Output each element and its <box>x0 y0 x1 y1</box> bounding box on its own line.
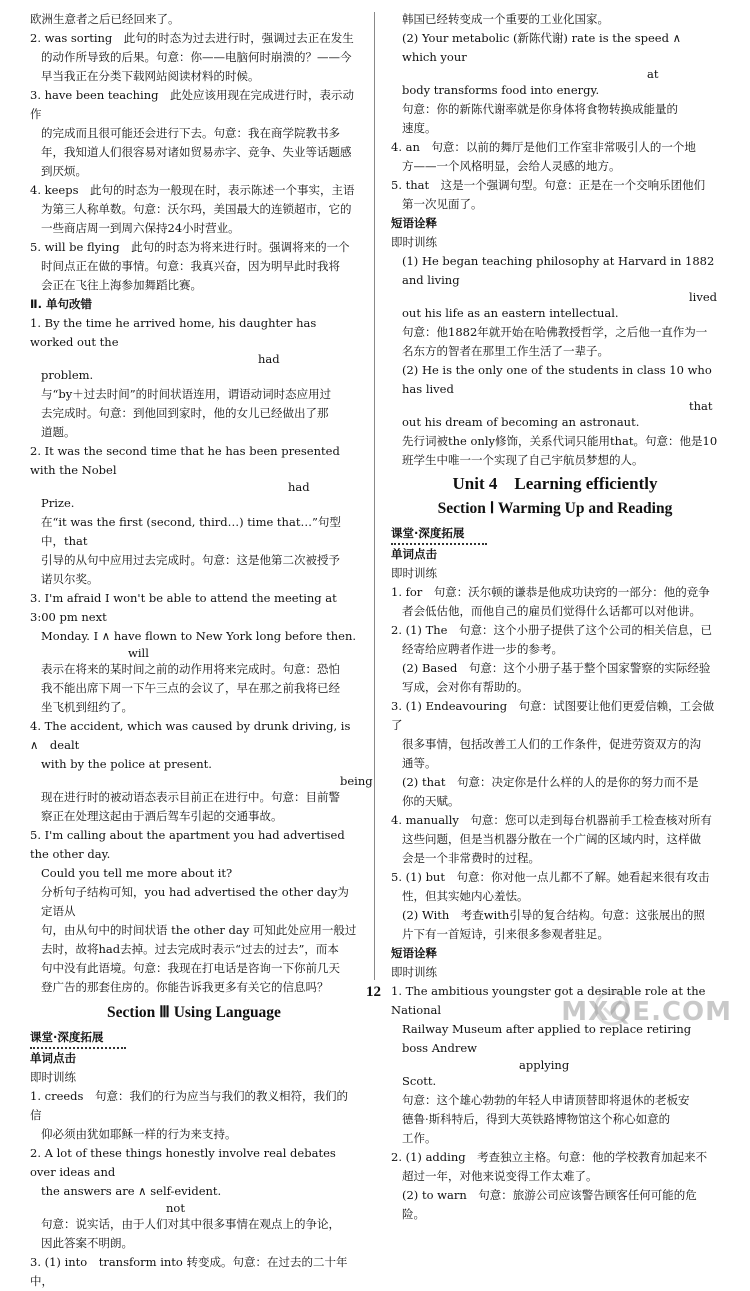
text-line: 3. have been teaching 此处应该用现在完成进行时，表示动作 <box>30 88 354 121</box>
text-line: 3. I'm afraid I won't be able to attend the meeting at 3:00 pm next <box>30 591 337 624</box>
text-line: 句，由从句中的时间状语 the other day 可知此处应用一般过 <box>41 923 357 937</box>
text-line: the answers are ∧ self-evident. <box>41 1184 222 1198</box>
text-line: 句意：说实话，由于人们对其中很多事情在观点上的争论， <box>41 1217 340 1231</box>
text-line: 1. for 句意：沃尔顿的谦恭是他成功诀窍的一部分：他的竞争 <box>391 585 710 599</box>
text-line: 现在进行时的被动语态表示目前正在进行中。句意：目前警 <box>41 790 340 804</box>
text-line: 速度。 <box>402 121 437 135</box>
text-line: 分析句子结构可知，you had advertised the other day为定语从 <box>41 885 349 918</box>
text-line: 工作。 <box>402 1131 437 1145</box>
text-line: 到厌烦。 <box>41 164 87 178</box>
text-line: 的动作所导致的后果。句意：你——电脑何时崩溃的？——今 <box>41 50 352 64</box>
section-tag: 课堂·深度拓展 <box>30 1028 126 1049</box>
text-line: Monday. I ∧ have flown to New York long before then. <box>41 629 357 643</box>
text-line: (2) to warn 句意：旅游公司应该警告顾客任何可能的危险。 <box>402 1188 697 1221</box>
correction-word: had <box>258 352 280 366</box>
text-line: 句意：他1882年就开始在哈佛教授哲学，之后他一直作为一 <box>402 325 708 339</box>
column-divider <box>374 12 375 980</box>
subsection-heading: 短语诠释 <box>391 946 437 960</box>
subsection-heading: 短语诠释 <box>391 216 437 230</box>
text-line: 先行词被the only修饰，关系代词只能用that。句意：他是10 <box>402 434 718 448</box>
text-line: 超过一年，对他来说变得工作太难了。 <box>402 1169 598 1183</box>
section-title: Unit 4 Learning efficiently <box>452 474 658 493</box>
text-line: 即时训练 <box>391 566 437 580</box>
correction-word: at <box>647 67 659 81</box>
text-line: 这些问题，但是当机器分散在一个广阔的区域内时，这样做 <box>402 832 701 846</box>
correction-word: being <box>340 774 373 788</box>
text-line: with by the police at present. <box>41 757 212 771</box>
text-line: 我不能出席下周一下午三点的会议了，早在那之前我将已经 <box>41 681 340 695</box>
text-line: (2) He is the only one of the students in class 10 who has lived <box>402 363 712 396</box>
page-number: 12 <box>366 984 381 1000</box>
text-line: 4. keeps 此句的时态为一般现在时，表示陈述一个事实，主语 <box>30 183 355 197</box>
text-line: (2) Your metabolic (新陈代谢) rate is the speed ∧ which your <box>402 31 682 64</box>
text-line: 时间点正在做的事情。句意：我真兴奋，因为明早此时我将 <box>41 259 340 273</box>
text-line: (2) that 句意：决定你是什么样的人的是你的努力而不是 <box>402 775 699 789</box>
correction-word: had <box>288 480 310 494</box>
text-line: problem. <box>41 368 94 382</box>
text-line: body transforms food into energy. <box>402 83 600 97</box>
correction-word: lived <box>689 290 718 304</box>
text-line: 很多事情，包括改善工人们的工作条件，促进劳资双方的沟 <box>402 737 701 751</box>
text-line: Railway Museum after applied to replace retiring boss Andrew <box>402 1022 692 1055</box>
text-line: 察正在处理这起由于酒后驾车引起的交通事故。 <box>41 809 283 823</box>
subsection-heading: 单词点击 <box>30 1051 76 1065</box>
text-line: 4. an 句意：以前的舞厅是他们工作室非常吸引人的一个地 <box>391 140 696 154</box>
text-line: 者会低估他，而他自己的雇员们觉得什么话都可以对他讲。 <box>402 604 701 618</box>
text-line: 会正在飞往上海参加舞蹈比赛。 <box>41 278 202 292</box>
text-line: out his dream of becoming an astronaut. <box>402 415 640 429</box>
text-line: 的完成而且很可能还会进行下去。句意：我在商学院教书多 <box>41 126 340 140</box>
subsection-heading: Ⅱ. 单句改错 <box>30 297 92 311</box>
text-line: 2. (1) adding 考查独立主格。句意：他的学校教育加起来不 <box>391 1150 708 1164</box>
text-line: 1. The ambitious youngster got a desirable role at the National <box>391 984 706 1017</box>
text-line: 句中没有此语境。句意：我现在打电话是咨询一下你前几天 <box>41 961 340 975</box>
text-line: 与“by＋过去时间”的时间状语连用，谓语动词时态应用过 <box>41 387 332 401</box>
text-line: (2) With 考查with引导的复合结构。句意：这张展出的照 <box>402 908 705 922</box>
text-line: out his life as an eastern intellectual. <box>402 306 619 320</box>
text-line: (1) He began teaching philosophy at Harvard in 1882 and living <box>402 254 715 287</box>
text-line: 片下有一首短诗，引来很多参观者驻足。 <box>402 927 609 941</box>
section-tag: 课堂·深度拓展 <box>391 524 487 545</box>
text-line: 一些商店周一到周六保持24小时营业。 <box>41 221 240 235</box>
text-line: 诺贝尔奖。 <box>41 572 99 586</box>
text-line: 经寄给应聘者作进一步的参考。 <box>402 642 563 656</box>
correction-word: applying <box>519 1058 570 1072</box>
text-line: (2) Based 句意：这个小册子基于整个国家警察的实际经验 <box>402 661 711 675</box>
text-line: 5. will be flying 此句的时态为将来进行时。强调将来的一个 <box>30 240 350 254</box>
right-column <box>391 10 719 1224</box>
text-line: 通等。 <box>402 756 437 770</box>
text-line: 去完成时。句意：到他回到家时，他的女儿已经做出了那 <box>41 406 329 420</box>
text-line: 引导的从句中应用过去完成时。句意：这是他第二次被授予 <box>41 553 340 567</box>
watermark-text: MXQE.COM <box>561 997 732 1027</box>
text-line: 因此答案不明朗。 <box>41 1236 133 1250</box>
text-line: 即时训练 <box>391 965 437 979</box>
text-line: 1. By the time he arrived home, his daughter has worked out the <box>30 316 317 349</box>
text-line: 早当我正在分类下载网站阅读材料的时候。 <box>41 69 260 83</box>
text-line: Scott. <box>402 1074 437 1088</box>
left-column <box>30 10 373 1291</box>
text-line: 写成，会对你有帮助的。 <box>402 680 529 694</box>
text-line: 为第三人称单数。句意：沃尔玛，美国最大的连锁超市，它的 <box>41 202 352 216</box>
text-line: 坐飞机到纽约了。 <box>41 700 133 714</box>
section-title: Section Ⅰ Warming Up and Reading <box>437 500 673 517</box>
text-line: 4. manually 句意：您可以走到每台机器前手工检查核对所有 <box>391 813 712 827</box>
correction-word: not <box>166 1201 185 1215</box>
text-line: 韩国已经转变成一个重要的工业化国家。 <box>402 12 609 26</box>
text-line: 4. The accident, which was caused by drunk driving, is ∧ dealt <box>30 719 362 752</box>
text-line: 在“it was the first (second, third…) time that…”句型中，that <box>41 515 341 548</box>
text-line: 登广告的那套住房的。你能告诉我更多有关它的信息吗？ <box>41 980 329 994</box>
text-line: 句意：这个雄心勃勃的年轻人申请顶替即将退休的老板安 <box>402 1093 690 1107</box>
subsection-heading: 单词点击 <box>391 547 437 561</box>
text-line: 即时训练 <box>391 235 437 249</box>
text-line: 表示在将来的某时间之前的动作用将来完成时。句意：恐怕 <box>41 662 340 676</box>
text-line: 2. was sorting 此句的时态为过去进行时，强调过去正在发生 <box>30 31 354 45</box>
text-line: 5. (1) but 句意：你对他一点儿都不了解。她看起来很有攻击 <box>391 870 710 884</box>
text-line: 名东方的智者在那里工作生活了一辈子。 <box>402 344 609 358</box>
text-line: 2. It was the second time that he has been presented with the Nobel <box>30 444 340 477</box>
correction-word: will <box>128 646 149 660</box>
text-line: Could you tell me more about it? <box>41 866 233 880</box>
text-line: 5. I'm calling about the apartment you had advertised the other day. <box>30 828 345 861</box>
text-line: 第一次见面了。 <box>402 197 483 211</box>
text-line: 5. that 这是一个强调句型。句意：正是在一个交响乐团他们 <box>391 178 706 192</box>
text-line: 年，我知道人们很容易对诸如贸易赤字、竞争、失业等话题感 <box>41 145 352 159</box>
text-line: 性，但其实她内心羞怯。 <box>402 889 529 903</box>
text-line: 仰必须由犹如耶稣一样的行为来支持。 <box>41 1127 237 1141</box>
text-line: 会是一个非常费时的过程。 <box>402 851 540 865</box>
text-line: 你的天赋。 <box>402 794 460 808</box>
text-line: 3. (1) Endeavouring 句意：试图要让他们更爱信赖，工会做了 <box>391 699 715 732</box>
text-line: 即时训练 <box>30 1070 76 1084</box>
text-line: 班学生中唯一一个实现了自己宇航员梦想的人。 <box>402 453 644 467</box>
correction-word: that <box>689 399 713 413</box>
section-title: Section Ⅲ Using Language <box>107 1004 281 1021</box>
text-line: Prize. <box>41 496 75 510</box>
text-line: 3. (1) into transform into 转变成。句意：在过去的二十年中， <box>30 1255 348 1288</box>
text-line: 德鲁·斯科特后，得到大英铁路博物馆这个称心如意的 <box>402 1112 671 1126</box>
text-line: 2. (1) The 句意：这个小册子提供了这个公司的相关信息，已 <box>391 623 712 637</box>
text-line: 1. creeds 句意：我们的行为应当与我们的教义相符，我们的信 <box>30 1089 348 1122</box>
text-line: 道题。 <box>41 425 76 439</box>
text-line: 欧洲生意者之后已经回来了。 <box>30 12 180 26</box>
text-line: 去时，故将had去掉。过去完成时表示“过去的过去”，而本 <box>41 942 339 956</box>
text-line: 句意：你的新陈代谢率就是你身体将食物转换成能量的 <box>402 102 678 116</box>
text-line: 方——一个风格明显，会给人灵感的地方。 <box>402 159 621 173</box>
text-line: 2. A lot of these things honestly involve real debates over ideas and <box>30 1146 336 1179</box>
